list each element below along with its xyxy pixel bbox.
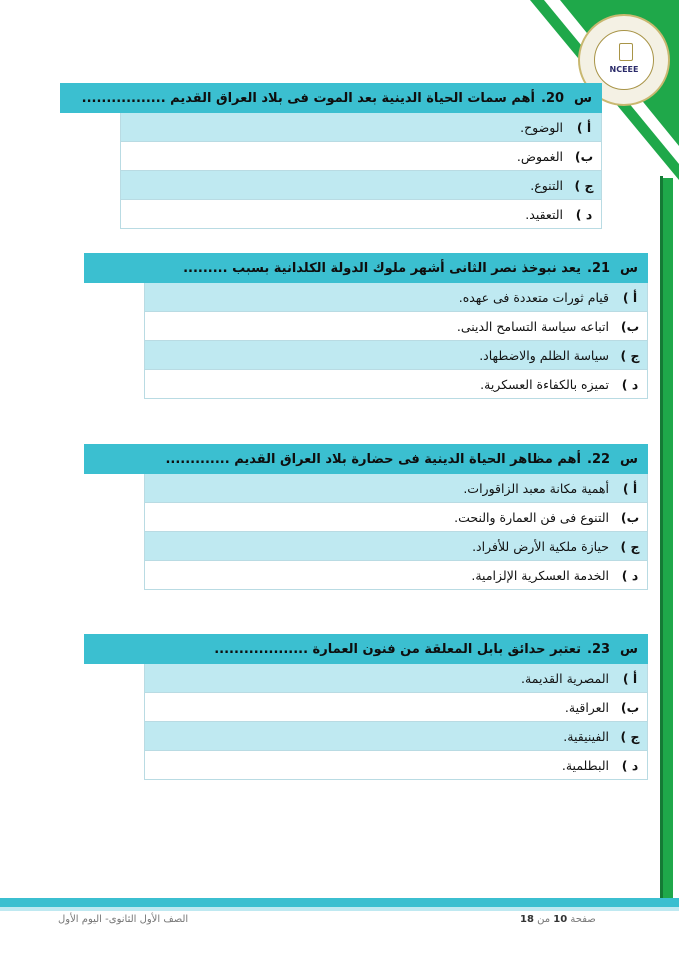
option-c[interactable]: [145, 722, 647, 751]
question-label: س: [620, 451, 638, 467]
page-current: 10: [553, 914, 568, 925]
option-text: الغموض.: [516, 148, 563, 164]
option-letter: أ ): [622, 289, 638, 305]
option-text: الفينيقية.: [563, 728, 609, 744]
question-23: [84, 634, 648, 780]
option-c[interactable]: [121, 171, 601, 200]
right-rule: [663, 178, 673, 898]
question-22: [84, 444, 648, 590]
option-text: حيازة ملكية الأرض للأفراد.: [472, 538, 609, 554]
option-text: تميزه بالكفاءة العسكرية.: [480, 376, 609, 392]
question-number: 23.: [587, 641, 611, 657]
option-b[interactable]: [121, 142, 601, 171]
question-text: يعد نبوخذ نصر الثانى أشهر ملوك الدولة الكلدانية بسبب .........: [183, 260, 581, 276]
footer-bar: [0, 898, 679, 907]
question-header: [84, 253, 648, 283]
option-d[interactable]: [145, 751, 647, 780]
option-a[interactable]: [121, 113, 601, 142]
option-d[interactable]: [145, 561, 647, 590]
option-letter: د ): [621, 757, 639, 773]
question-number: 20.: [541, 90, 565, 106]
option-letter: أ ): [622, 480, 638, 496]
option-d[interactable]: [145, 370, 647, 399]
question-header: [60, 83, 602, 113]
option-text: الوضوح.: [520, 119, 563, 135]
options-list: [144, 474, 648, 590]
question-number: 22.: [587, 451, 611, 467]
option-letter: ج ): [574, 177, 594, 193]
question-20: [60, 83, 602, 229]
option-text: اتباعه سياسة التسامح الدينى.: [456, 318, 609, 334]
question-text: أهم مظاهر الحياة الدينية فى حضارة بلاد العراق القديم .............: [165, 451, 581, 467]
option-letter: أ ): [622, 670, 638, 686]
option-letter: ب): [620, 509, 640, 525]
question-label: س: [574, 90, 592, 106]
question-text: تعتبر حدائق بابل المعلقة من فنون العمارة ...................: [214, 641, 581, 657]
question-label: س: [620, 641, 638, 657]
option-text: التنوع فى فن العمارة والنحت.: [454, 509, 609, 525]
question-text: أهم سمات الحياة الدينية بعد الموت فى بلاد العراق القديم .................: [81, 90, 535, 106]
option-text: العراقية.: [564, 699, 609, 715]
option-text: المصرية القديمة.: [521, 670, 609, 686]
question-label: س: [620, 260, 638, 276]
footer-grade-day: الصف الأول الثانوى- اليوم الأول: [58, 914, 189, 925]
option-letter: ب): [620, 699, 640, 715]
of-word: من: [537, 914, 551, 925]
option-letter: ج ): [620, 538, 640, 554]
footer-page-number: [520, 914, 596, 925]
logo-text: NCEEE: [609, 65, 639, 74]
option-letter: أ ): [576, 119, 592, 135]
option-d[interactable]: [121, 200, 601, 229]
option-b[interactable]: [145, 503, 647, 532]
option-letter: ج ): [620, 347, 640, 363]
option-text: قيام ثورات متعددة فى عهده.: [458, 289, 609, 305]
option-text: التعقيد.: [525, 206, 563, 222]
question-header: [84, 634, 648, 664]
option-text: البطلمية.: [561, 757, 609, 773]
option-a[interactable]: [145, 474, 647, 503]
option-letter: د ): [575, 206, 593, 222]
logo-emblem: [594, 30, 654, 90]
option-a[interactable]: [145, 283, 647, 312]
option-a[interactable]: [145, 664, 647, 693]
page-total: 18: [520, 914, 534, 925]
option-letter: د ): [621, 567, 639, 583]
footer-bar-light: [0, 907, 679, 911]
option-letter: ج ): [620, 728, 640, 744]
question-header: [84, 444, 648, 474]
option-text: سياسة الظلم والاضطهاد.: [479, 347, 609, 363]
option-letter: ب): [620, 318, 640, 334]
options-list: [144, 664, 648, 780]
option-letter: د ): [621, 376, 639, 392]
options-list: [120, 113, 602, 229]
options-list: [144, 283, 648, 399]
scales-icon: [619, 43, 633, 61]
option-text: الخدمة العسكرية الإلزامية.: [471, 567, 609, 583]
option-b[interactable]: [145, 312, 647, 341]
option-text: أهمية مكانة معبد الزاقورات.: [463, 480, 609, 496]
option-letter: ب): [574, 148, 594, 164]
question-21: [84, 253, 648, 399]
question-number: 21.: [587, 260, 611, 276]
option-text: التنوع.: [530, 177, 563, 193]
option-c[interactable]: [145, 341, 647, 370]
option-c[interactable]: [145, 532, 647, 561]
page-word: صفحة: [570, 914, 596, 925]
option-b[interactable]: [145, 693, 647, 722]
